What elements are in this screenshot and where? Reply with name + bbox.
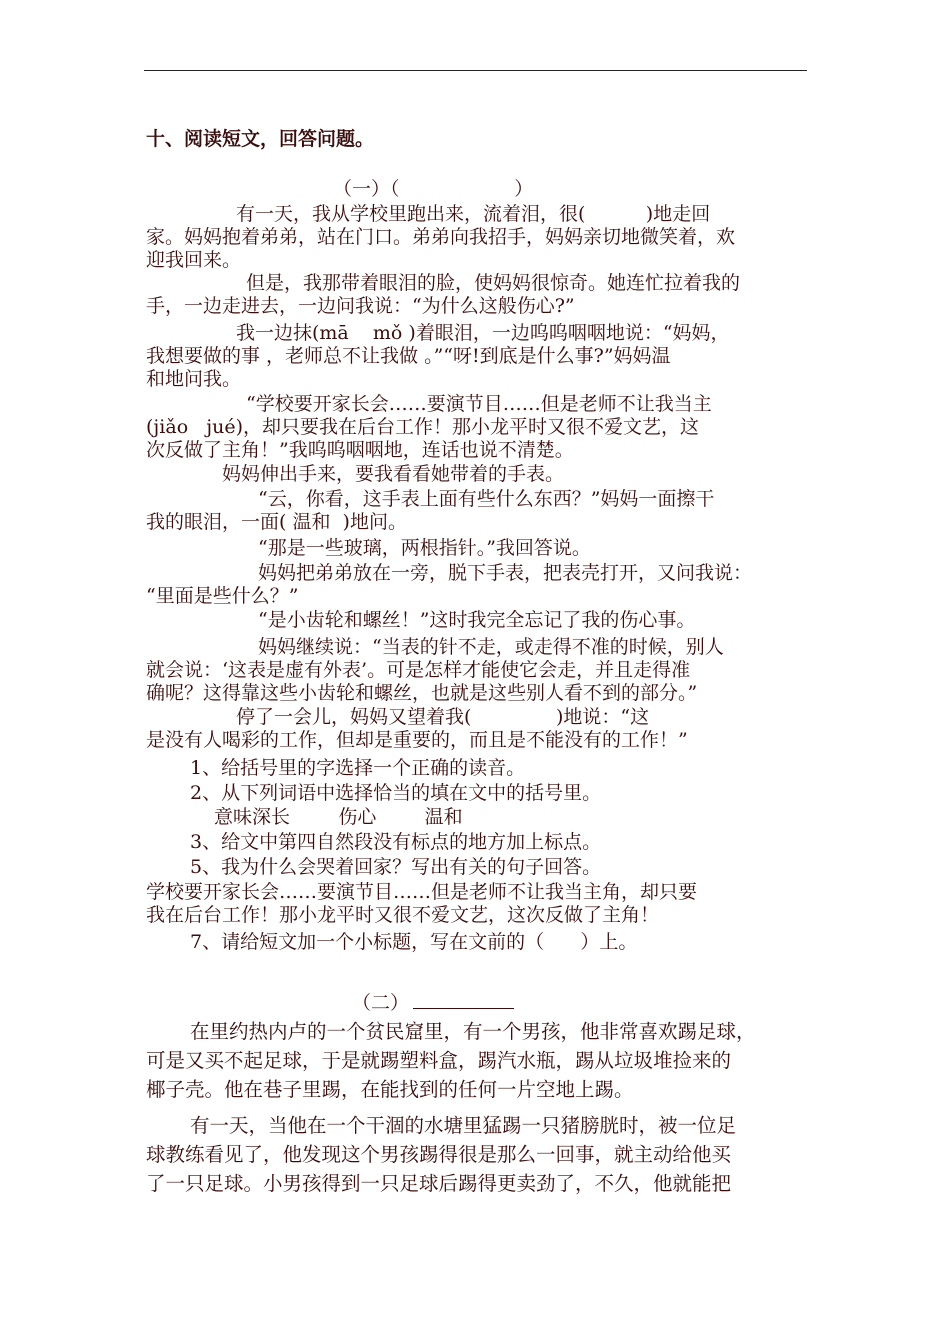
passage-line: (jiǎo jué)，却只要我在后台工作！那小龙平时又很不爱文艺，这: [146, 416, 700, 438]
passage-line: 是没有人喝彩的工作，但却是重要的，而且是不能没有的工作！”: [146, 729, 688, 751]
passage-line: 有一天，我从学校里跑出来，流着泪，很( )地走回: [236, 203, 711, 225]
passage-line: 了一只足球。小男孩得到一只足球后踢得更卖劲了，不久，他就能把: [146, 1172, 732, 1195]
passage-line: 就会说：‘这表是虚有外表’。可是怎样才能使它会走，并且走得准: [146, 659, 691, 681]
part2-title-blank: [413, 1008, 514, 1009]
passage-line: 椰子壳。他在巷子里踢，在能找到的任何一片空地上踢。: [146, 1078, 634, 1101]
header-rule: [144, 70, 807, 71]
passage-line: 确呢？这得靠这些小齿轮和螺丝，也就是这些别人看不到的部分。”: [146, 682, 698, 704]
passage-line: 妈妈伸出手来，要我看看她带着的手表。: [222, 463, 565, 485]
passage-line: 球教练看见了，他发现这个男孩踢得很是那么一回事，就主动给他买: [146, 1143, 732, 1166]
passage-line: 我的眼泪，一面( 温和 )地问。: [146, 511, 407, 533]
question-2: 2、从下列词语中选择恰当的填在文中的括号里。: [190, 782, 602, 804]
passage-line: 有一天，当他在一个干涸的水塘里猛踢一只猪膀胱时，被一位足: [190, 1114, 737, 1137]
passage-line: 手，一边走进去，一边问我说：“为什么这般伤心?”: [146, 295, 575, 317]
part1-title: （一）（ ）: [333, 178, 534, 200]
answer-line: 学校要开家长会……要演节目……但是老师不让我当主角，却只要: [146, 881, 698, 903]
question-1: 1、给括号里的字选择一个正确的读音。: [190, 757, 526, 779]
passage-line: “学校要开家长会……要演节目……但是老师不让我当主: [246, 393, 712, 415]
passage-line: “里面是些什么？”: [146, 585, 299, 607]
passage-line: “云，你看，这手表上面有些什么东西？”妈妈一面擦干: [258, 488, 715, 510]
passage-line: 我一边抹(mā mǒ )着眼泪，一边呜呜咽咽地说：“妈妈，: [236, 322, 730, 344]
passage-line: 可是又买不起足球，于是就踢塑料盒，踢汽水瓶，踢从垃圾堆捡来的: [146, 1049, 732, 1072]
passage-line: 我想要做的事 ，老师总不让我做 。”“呀!到底是什么事?”妈妈温: [146, 345, 671, 367]
question-3: 3、给文中第四自然段没有标点的地方加上标点。: [190, 831, 602, 853]
passage-line: “那是一些玻璃，两根指针。”我回答说。: [258, 537, 591, 559]
passage-line: 妈妈继续说：“当表的针不走，或走得不准的时候，别人: [258, 636, 724, 658]
passage-line: 次反做了主角！”我呜呜咽咽地，连话也说不清楚。: [146, 439, 574, 461]
answer-line: 我在后台工作！那小龙平时又很不爱文艺，这次反做了主角！: [146, 904, 660, 926]
question-5: 5、我为什么会哭着回家？写出有关的句子回答。: [190, 856, 602, 878]
passage-line: 妈妈把弟弟放在一旁，脱下手表，把表壳打开，又问我说：: [258, 562, 753, 584]
passage-line: “是小齿轮和螺丝！”这时我完全忘记了我的伤心事。: [258, 609, 696, 631]
section-heading: 十、阅读短文，回答问题。: [146, 128, 375, 150]
passage-line: 在里约热内卢的一个贫民窟里，有一个男孩，他非常喜欢踢足球，: [190, 1020, 756, 1043]
passage-line: 和地问我。: [146, 368, 242, 390]
word-choices: 意味深长 伤心 温和: [214, 806, 463, 828]
passage-line: 家。妈妈抱着弟弟，站在门口。弟弟向我招手，妈妈亲切地微笑着，欢: [146, 226, 736, 248]
passage-line: 迎我回来。: [146, 249, 242, 271]
passage-line: 但是，我那带着眼泪的脸，使妈妈很惊奇。她连忙拉着我的: [246, 272, 741, 294]
part2-title: （二）: [352, 992, 410, 1014]
passage-line: 停了一会儿，妈妈又望着我( )地说：“这: [236, 706, 650, 728]
question-7: 7、请给短文加一个小标题，写在文前的（ ）上。: [190, 931, 638, 953]
